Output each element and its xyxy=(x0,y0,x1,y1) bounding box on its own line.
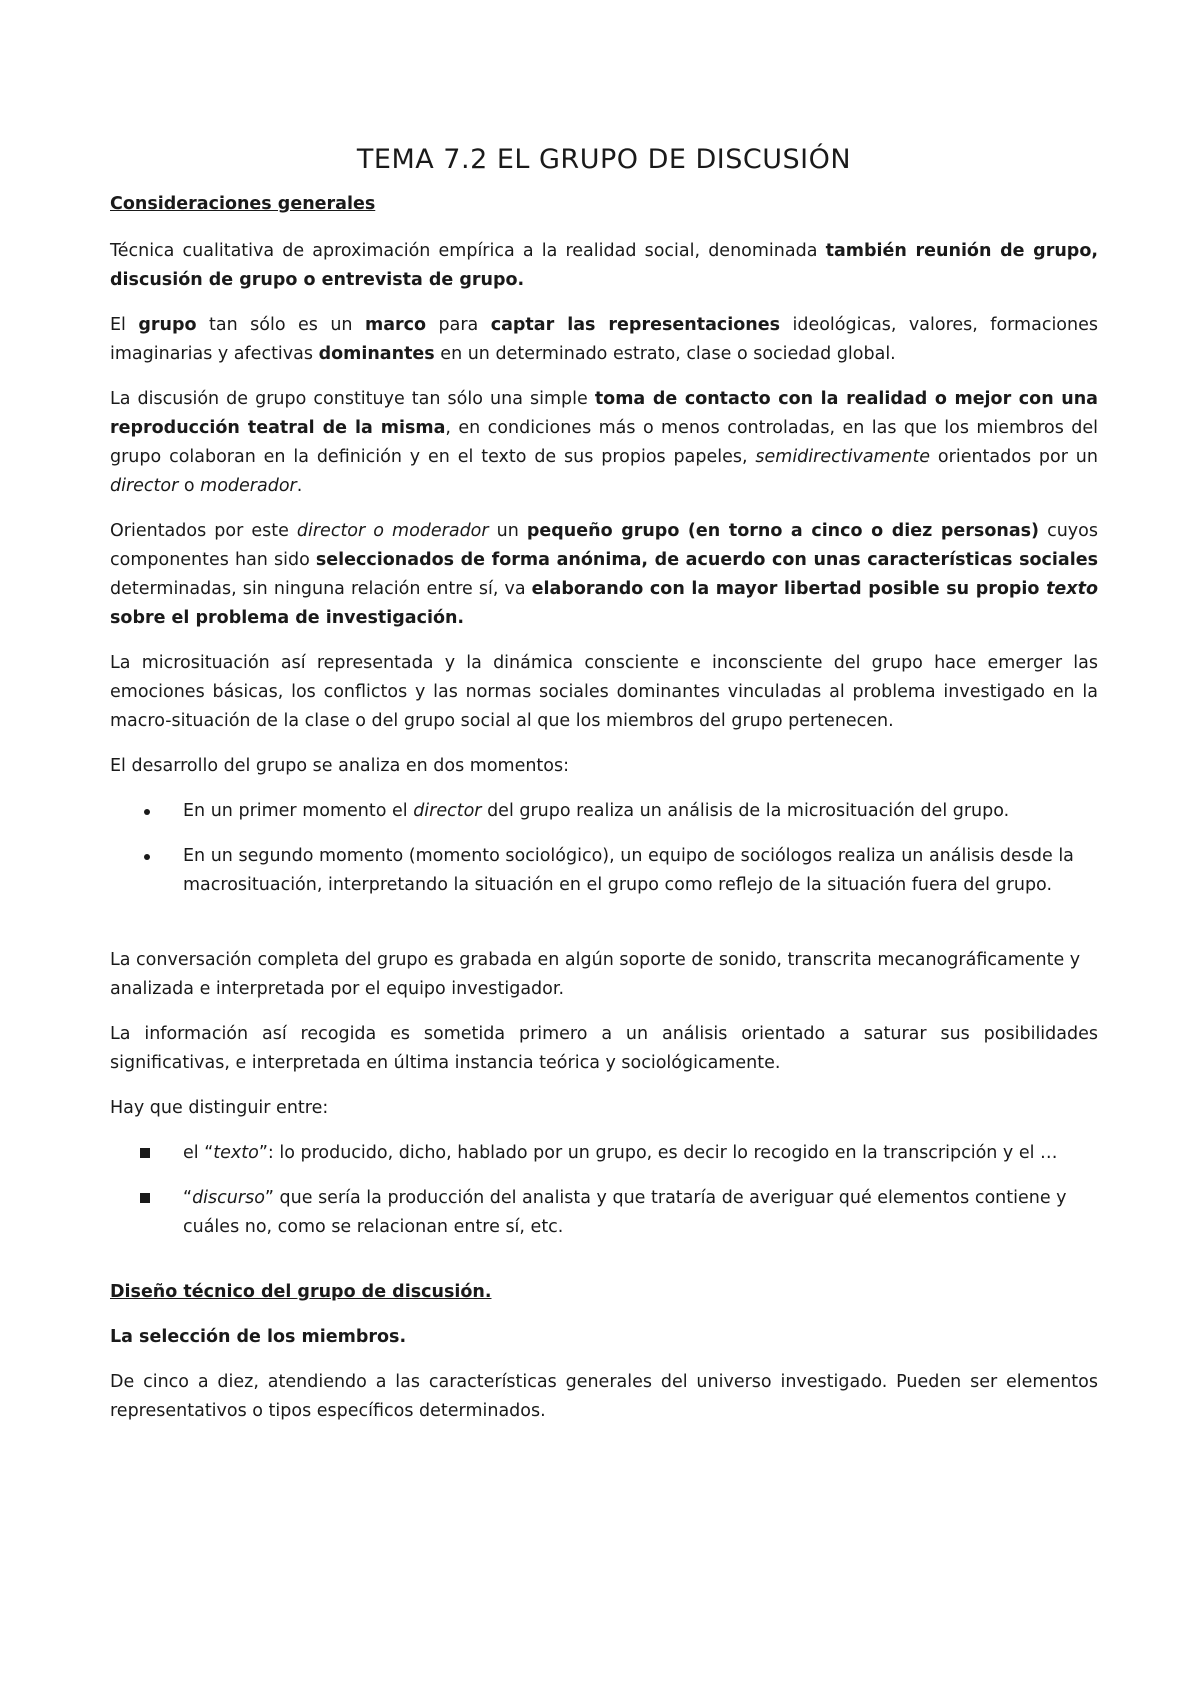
square-bullet-icon xyxy=(140,1193,150,1203)
section-heading-diseno: Diseño técnico del grupo de discusión. xyxy=(110,1282,492,1302)
text-run: ideológicas, valores, formaciones imaginarias y afectivas xyxy=(110,315,1098,364)
text-run: cuyos componentes han sido xyxy=(110,521,1098,570)
document-body xyxy=(110,142,1098,1442)
paragraph-dos-momentos: El desarrollo del grupo se analiza en dos momentos: xyxy=(110,756,570,776)
square-list-texto-discurso xyxy=(110,1139,1098,1242)
paragraph-distinguir: Hay que distinguir entre: xyxy=(110,1098,329,1118)
italic-run: director xyxy=(110,476,179,496)
text-run: el “ xyxy=(183,1143,214,1163)
text-run: En un primer momento el xyxy=(183,801,414,821)
text-run: tan sólo es un xyxy=(196,315,365,335)
text-run: ”: lo producido, dicho, hablado por un grupo, es decir lo recogido en la transcripción y el … xyxy=(258,1143,1058,1163)
paragraph-informacion: La información así recogida es sometida primero a un análisis orientado a saturar sus posibilidades significativas, e interpretada en última instancia teórica y sociológicamente. xyxy=(110,1024,1098,1073)
italic-run: semidirectivamente xyxy=(755,447,931,467)
bold-run: captar las representaciones xyxy=(490,315,781,335)
bold-run: grupo xyxy=(138,315,197,335)
bold-run: elaborando con la mayor libertad posible su propio xyxy=(531,579,1047,599)
paragraph-orientados xyxy=(110,517,1098,633)
subsection-heading-seleccion: La selección de los miembros. xyxy=(110,1327,407,1347)
text-run: La discusión de grupo constituye tan sólo una simple xyxy=(110,389,595,409)
list-item xyxy=(110,797,1098,826)
paragraph-conversacion: La conversación completa del grupo es grabada en algún soporte de sonido, transcrita mecanográficamente y analizada e interpretada por el equipo investigador. xyxy=(110,950,1081,999)
text-run: En un segundo momento (momento sociológico), un equipo de sociólogos realiza un análisis desde la macrosituación, interpretando la situación en el grupo como reflejo de la situación fuera del grupo. xyxy=(183,846,1074,895)
text-run: Técnica cualitativa de aproximación empírica a la realidad social, denominada xyxy=(110,241,826,261)
bullet-dot-icon xyxy=(144,809,150,815)
italic-run: director xyxy=(413,801,482,821)
italic-run: director o moderador xyxy=(296,521,489,541)
text-run: , en condiciones más o menos controladas, en las que los miembros del grupo colaboran en la definición y en el texto de sus propios papeles, xyxy=(110,418,1098,467)
text-run: determinadas, sin ninguna relación entre sí, va xyxy=(110,579,532,599)
paragraph-grupo-marco xyxy=(110,311,1098,369)
text-run: un xyxy=(488,521,527,541)
bold-run: también reunión de grupo, discusión de grupo o entrevista de grupo. xyxy=(110,241,1098,290)
bold-run: seleccionados de forma anónima, de acuerdo con unas características sociales xyxy=(315,550,1099,570)
bold-run: dominantes xyxy=(318,344,435,364)
list-item xyxy=(110,842,1098,900)
italic-run: discurso xyxy=(192,1188,265,1208)
paragraph-cinco-diez: De cinco a diez, atendiendo a las características generales del universo investigado. Pueden ser elementos representativos o tipos específicos determinados. xyxy=(110,1372,1098,1421)
text-run: ” que sería la producción del analista y que trataría de averiguar qué elementos contiene y cuáles no, como se relacionan entre sí, etc. xyxy=(183,1188,1067,1237)
bold-run: sobre el problema de investigación. xyxy=(110,608,465,628)
paragraph-discusion xyxy=(110,385,1098,501)
italic-run: texto xyxy=(213,1143,259,1163)
text-run: o xyxy=(178,476,201,496)
text-run: orientados por un xyxy=(930,447,1098,467)
text-run: El xyxy=(110,315,139,335)
bold-run: marco xyxy=(364,315,427,335)
spacer xyxy=(110,916,1098,946)
list-item xyxy=(110,1184,1098,1242)
text-run: en un determinado estrato, clase o sociedad global. xyxy=(434,344,896,364)
italic-run: moderador xyxy=(200,476,297,496)
text-run: “ xyxy=(183,1188,193,1208)
bold-run: toma de contacto con la realidad o mejor con una reproducción teatral de la misma xyxy=(110,389,1098,438)
text-run: . xyxy=(296,476,303,496)
bold-run: pequeño grupo (en torno a cinco o diez personas) xyxy=(526,521,1040,541)
text-run: para xyxy=(426,315,491,335)
paragraph-definition xyxy=(110,237,1098,295)
paragraph-microsituacion: La microsituación así representada y la dinámica consciente e inconsciente del grupo hace emerger las emociones básicas, los conflictos y las normas sociales dominantes vinculadas al problema investigado en la macro-situación de la clase o del grupo social al que los miembros del grupo pertenecen. xyxy=(110,653,1098,731)
bullet-dot-icon xyxy=(144,854,150,860)
section-heading-consideraciones: Consideraciones generales xyxy=(110,194,376,214)
text-run: del grupo realiza un análisis de la microsituación del grupo. xyxy=(481,801,1010,821)
spacer xyxy=(110,1258,1098,1278)
list-item xyxy=(110,1139,1098,1168)
square-bullet-icon xyxy=(140,1148,150,1158)
bold-italic-run: texto xyxy=(1046,579,1098,599)
text-run: Orientados por este xyxy=(110,521,297,541)
page-title: TEMA 7.2 EL GRUPO DE DISCUSIÓN xyxy=(356,144,852,175)
bullet-list-momentos xyxy=(110,797,1098,900)
